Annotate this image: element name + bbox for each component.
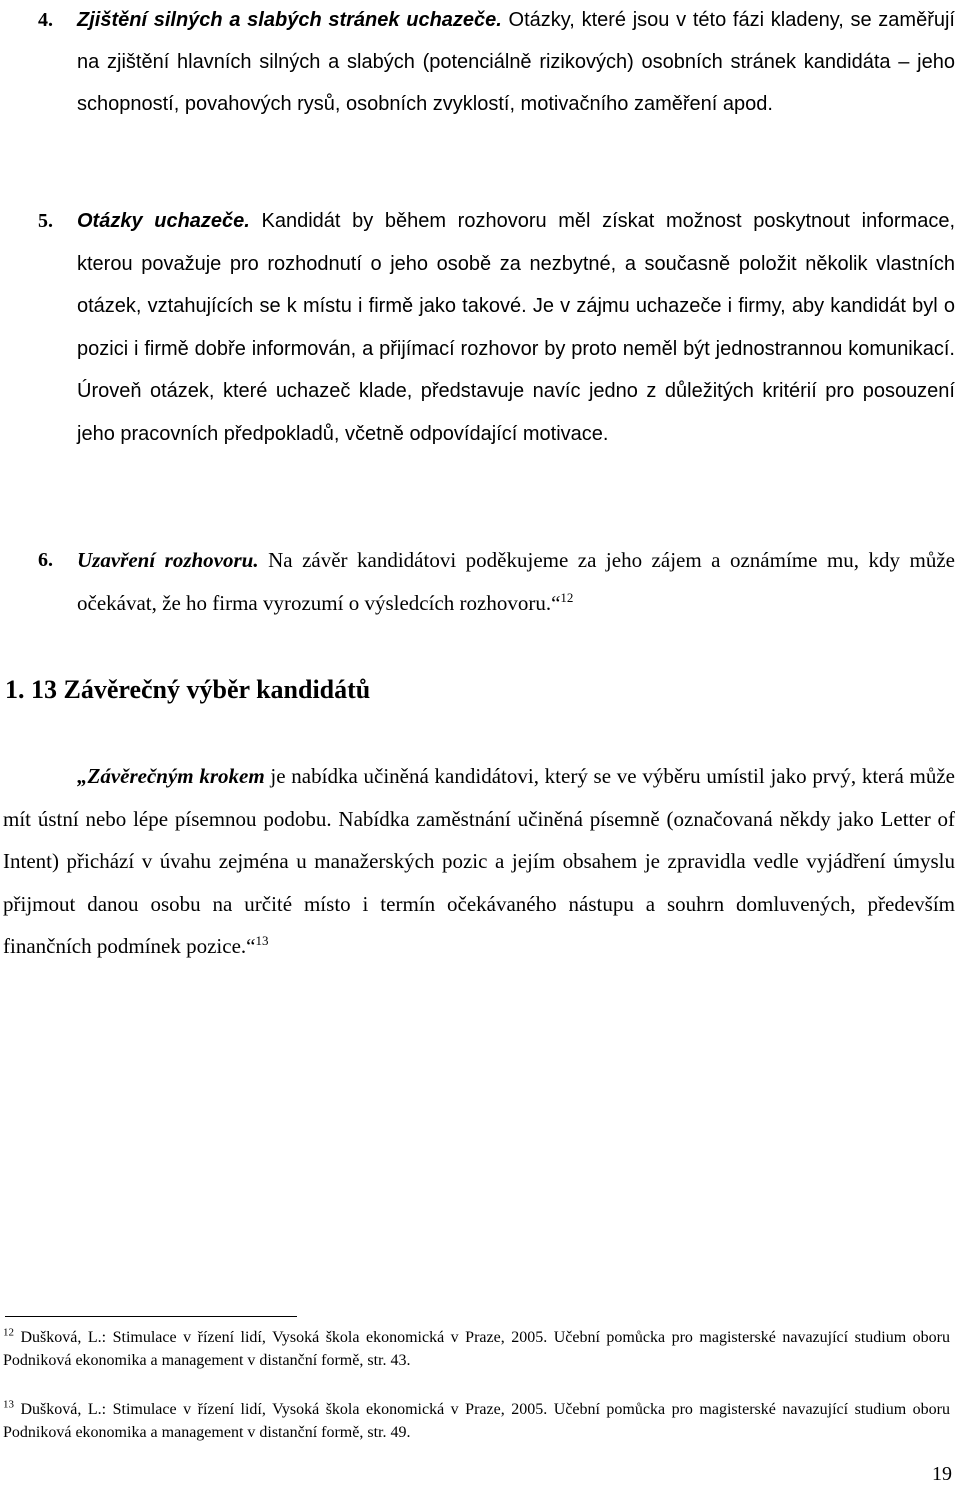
- list-text: Kandidát by během rozhovoru měl získat možnost poskytnout informace, kterou považuje pro rozhodnutí o jeho osobě za nezbytné, a současně položit několik vlastních otázek, vztahujících se k místu i firmě jako takové. Je v zájmu uchazeče i firmy, aby kandidát byl o pozici i firmě dobře informován, a přijímací rozhovor by proto neměl být jednostrannou komunikací. Úroveň otázek, které uchazeč klade, představuje navíc jedno z důležitých kritérií pro posouzení jeho pracovních předpokladů, včetně odpovídající motivace.: [77, 210, 955, 445]
- section-paragraph: [3, 755, 955, 968]
- footnote-text: Dušková, L.: Stimulace v řízení lidí, Vysoká škola ekonomická v Praze, 2005. Učební pomůcka pro magisterské navazující studium oboru Podniková ekonomika a management v distanční formě, str. 43.: [3, 1329, 950, 1369]
- open-quote: „: [77, 764, 88, 788]
- section-lead: Závěrečným krokem: [87, 764, 265, 788]
- section-text: je nabídka učiněná kandidátovi, který se ve výběru umístil jako prvý, která může mít ústní nebo lépe písemnou podobu. Nabídka zaměstnání učiněná písemně (označovaná někdy jako Letter of Intent) přichází v úvahu zejména u manažerských pozic a jejím obsahem je zpravidla vedle vyjádření úmyslu přijmout danou osobu na určité místo i termín očekávaného nástupu a souhrn domluvených, především finančních podmínek pozice.“: [3, 764, 955, 958]
- footnote: [3, 1326, 950, 1372]
- list-lead: Zjištění silných a slabých stránek uchazeče.: [77, 9, 502, 31]
- list-text: Otázky, které jsou v této fázi kladeny, se zaměřují na zjištění hlavních silných a slabých (potenciálně rizikových) osobních stránek kandidáta – jeho schopností, povahových rysů, osobních zvyklostí, motivačního zaměření apod.: [77, 9, 955, 115]
- list-paragraph: [77, 539, 955, 624]
- footnote-text: Dušková, L.: Stimulace v řízení lidí, Vysoká škola ekonomická v Praze, 2005. Učební pomůcka pro magisterské navazující studium oboru Podniková ekonomika a management v distanční formě, str. 49.: [3, 1401, 950, 1441]
- footnote-marker: 12: [3, 1326, 14, 1339]
- footnote-ref: 13: [255, 933, 269, 948]
- footnote-separator: [5, 1316, 297, 1317]
- list-number: 4.: [38, 9, 53, 31]
- section-heading: 1. 13 Závěrečný výběr kandidátů: [5, 675, 371, 704]
- list-lead: Uzavření rozhovoru.: [77, 548, 259, 572]
- page-number: 19: [932, 1463, 952, 1485]
- footnote-ref: 12: [560, 589, 574, 605]
- list-text: Na závěr kandidátovi poděkujeme za jeho zájem a oznámíme mu, kdy může očekávat, že ho firma vyrozumí o výsledcích rozhovoru.“: [77, 548, 955, 615]
- list-paragraph: [77, 0, 955, 125]
- list-paragraph: [77, 200, 955, 455]
- footnote: [3, 1398, 950, 1444]
- list-lead: Otázky uchazeče.: [77, 210, 250, 232]
- footnote-marker: 13: [3, 1398, 14, 1411]
- list-number: 6.: [38, 549, 53, 571]
- list-number: 5.: [38, 210, 53, 232]
